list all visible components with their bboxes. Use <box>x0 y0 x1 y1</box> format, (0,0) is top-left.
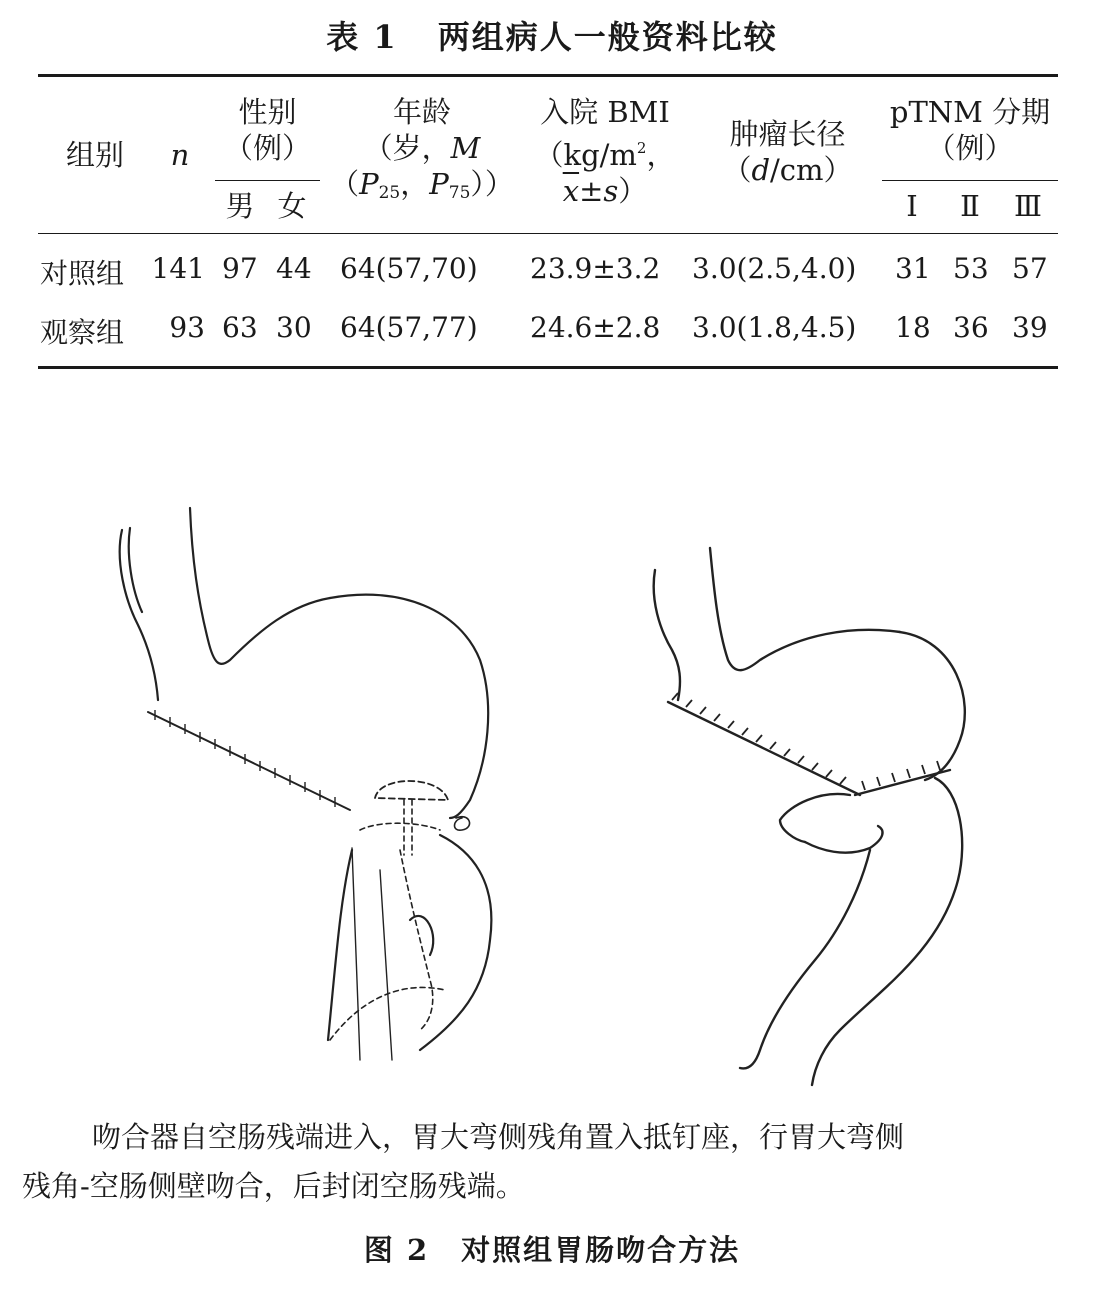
header-ptnm-line1: pTNM 分期 <box>889 95 1051 129</box>
cell-group: 观察组 <box>40 316 125 349</box>
header-stage-1: Ⅰ <box>906 189 918 223</box>
cell-male: 63 <box>222 311 258 344</box>
cell-male: 97 <box>222 252 258 285</box>
figure-number: 图 2 <box>363 1233 430 1267</box>
cell-stage-3: 57 <box>1012 252 1048 285</box>
cell-age: 64(57,70) <box>340 252 478 285</box>
figure-title-text: 对照组胃肠吻合方法 <box>461 1233 741 1267</box>
cell-n: 141 <box>151 252 205 285</box>
figure-caption-line1: 吻合器自空肠残端进入，胃大弯侧残角置入抵钉座，行胃大弯侧 <box>92 1120 905 1154</box>
header-age-p: P <box>359 167 379 201</box>
header-group: 组别 <box>65 138 124 172</box>
header-bmi-pm: ± <box>579 174 604 208</box>
cell-group: 对照组 <box>40 257 125 290</box>
cell-tumor: 3.0(2.5,4.0) <box>692 252 857 285</box>
right-drawing <box>654 548 965 1085</box>
header-age-line1: 年龄 <box>392 95 451 129</box>
header-n: n <box>170 138 190 172</box>
header-female: 女 <box>277 189 307 223</box>
header-tumor-line1: 肿瘤长径 <box>729 117 846 151</box>
header-sex-line1: 性别 <box>238 95 297 129</box>
right-stitches <box>672 693 940 790</box>
header-bmi-xbar: $\overline{x}$ <box>562 174 580 208</box>
header-ptnm-line2: （例） <box>926 131 1014 165</box>
cell-bmi: 24.6±2.8 <box>530 311 661 344</box>
header-bmi-unit: （kg/m <box>534 138 637 172</box>
header-male: 男 <box>225 189 255 223</box>
cell-female: 44 <box>276 252 312 285</box>
figure-caption-line2: 残角-空肠侧壁吻合，后封闭空肠残端。 <box>22 1169 525 1203</box>
table-number: 表 1 <box>326 18 398 56</box>
cell-stage-2: 53 <box>953 252 989 285</box>
header-age-m: M <box>450 131 481 165</box>
header-stage-2: Ⅱ <box>960 189 980 223</box>
cell-n: 93 <box>169 311 205 344</box>
header-age-p-b: P <box>429 167 449 201</box>
cell-age: 64(57,77) <box>340 311 478 344</box>
header-bmi-s: s <box>603 174 619 208</box>
header-age-unit: （岁， <box>363 131 451 165</box>
header-age-line3: （$P_{25}$，$P_{75}$）） <box>330 167 514 203</box>
header-tumor-line2: （d/cm） <box>722 153 853 187</box>
header-tumor-unit: /cm） <box>770 153 853 187</box>
header-tumor-d: d <box>751 153 771 187</box>
cell-female: 30 <box>276 311 312 344</box>
cell-stage-2: 36 <box>953 311 989 344</box>
table-title-text: 两组病人一般资料比较 <box>437 18 778 56</box>
header-stage-3: Ⅲ <box>1014 189 1042 223</box>
left-stitches <box>155 710 335 807</box>
header-bmi-line1: 入院 BMI <box>540 95 670 129</box>
cell-bmi: 23.9±3.2 <box>530 252 661 285</box>
cell-stage-1: 31 <box>895 252 931 285</box>
header-age-p75: 75 <box>448 183 471 203</box>
header-bmi-sup: 2 <box>636 139 647 157</box>
header-bmi-close: ） <box>618 174 648 208</box>
header-age-p25: 25 <box>378 183 401 203</box>
cell-tumor: 3.0(1.8,4.5) <box>692 311 857 344</box>
cell-stage-3: 39 <box>1012 311 1048 344</box>
header-bmi-comma: ， <box>646 138 676 172</box>
cell-stage-1: 18 <box>895 311 931 344</box>
header-sex-line2: （例） <box>223 131 311 165</box>
figure-title <box>0 1228 1104 1269</box>
